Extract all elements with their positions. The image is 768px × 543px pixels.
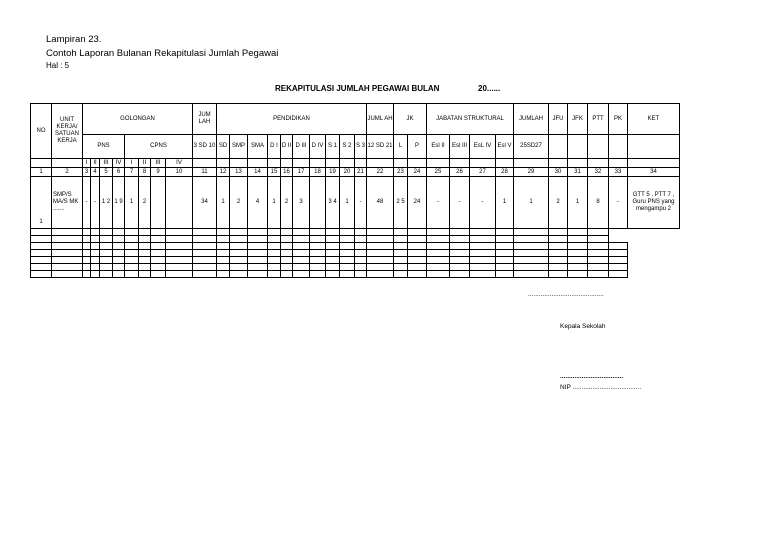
recap-table <box>30 103 680 278</box>
column-number: 11 <box>193 168 217 177</box>
cell-5: 1 2 <box>100 177 113 229</box>
column-number: 29 <box>514 168 549 177</box>
report-title-year: 20...... <box>478 84 501 93</box>
col-jabatan-struktural: JABATAN STRUKTURAL <box>427 104 514 135</box>
col-pendidikan: PENDIDIKAN <box>217 104 367 135</box>
roman-cell: I <box>83 159 91 168</box>
col-s3: S 3 <box>355 135 367 159</box>
column-number: 5 <box>100 168 113 177</box>
col-esl-2: Esl II <box>427 135 450 159</box>
column-number: 8 <box>139 168 151 177</box>
roman-cell: III <box>151 159 166 168</box>
col-jk: JK <box>394 104 427 135</box>
cell-20: 1 <box>340 177 355 229</box>
cell-22: 48 <box>367 177 394 229</box>
column-number: 4 <box>91 168 100 177</box>
cell-24: 24 <box>408 177 427 229</box>
roman-cell: IV <box>113 159 125 168</box>
empty-row <box>31 250 680 257</box>
col-25-sd-27: 25SD27 <box>514 135 549 159</box>
cell-4: - <box>91 177 100 229</box>
empty-row <box>31 264 680 271</box>
column-number: 27 <box>470 168 496 177</box>
col-3-sd-10: 3 SD 10 <box>193 135 217 159</box>
col-ket: KET <box>628 104 680 135</box>
col-pns: PNS <box>83 135 125 159</box>
signer-name-line: ................................... <box>560 373 624 380</box>
empty-row <box>31 229 680 236</box>
column-number: 20 <box>340 168 355 177</box>
cell-25: - <box>427 177 450 229</box>
column-number: 30 <box>549 168 568 177</box>
col-l: L <box>394 135 408 159</box>
cell-28: 1 <box>496 177 514 229</box>
column-number: 2 <box>52 168 83 177</box>
col-esl-3: Esl III <box>450 135 470 159</box>
lampiran-label: Lampiran 23. <box>46 34 102 45</box>
col-jumlah: JUM LAH <box>193 104 217 135</box>
cell-31: 1 <box>568 177 588 229</box>
cell-ket: GTT 5 , PTT 7 , Guru PNS yang mengampu 2 <box>628 177 680 229</box>
column-number: 18 <box>310 168 326 177</box>
col-esl-4: EsL IV <box>470 135 496 159</box>
column-number: 1 <box>31 168 52 177</box>
col-jfu: JFU <box>549 104 568 135</box>
column-number: 33 <box>609 168 628 177</box>
empty-row <box>31 271 680 278</box>
col-p: P <box>408 135 427 159</box>
cell-9 <box>151 177 166 229</box>
col-d2: D II <box>281 135 293 159</box>
roman-cell: II <box>91 159 100 168</box>
column-number: 9 <box>151 168 166 177</box>
roman-cell: IV <box>166 159 193 168</box>
cell-30: 2 <box>549 177 568 229</box>
column-number: 12 <box>217 168 230 177</box>
col-smp: SMP <box>230 135 248 159</box>
col-esl-5: Esl V <box>496 135 514 159</box>
cell-18 <box>310 177 326 229</box>
cell-17: 3 <box>293 177 310 229</box>
col-d3: D III <box>293 135 310 159</box>
col-jumlah-2: JUML AH <box>367 104 394 135</box>
column-number: 6 <box>113 168 125 177</box>
cell-8: 2 <box>139 177 151 229</box>
cell-13: 2 <box>230 177 248 229</box>
header-row-2 <box>31 135 680 159</box>
column-number: 21 <box>355 168 367 177</box>
cell-21: - <box>355 177 367 229</box>
cell-29: 1 <box>514 177 549 229</box>
table-row <box>31 177 680 229</box>
column-number: 16 <box>281 168 293 177</box>
column-number: 19 <box>326 168 340 177</box>
report-subtitle: Contoh Laporan Bulanan Rekapitulasi Jumlah Pegawai <box>46 48 279 59</box>
cell-no: 1 <box>31 177 52 229</box>
cell-27: - <box>470 177 496 229</box>
col-12-sd-21: 12 SD 21 <box>367 135 394 159</box>
col-pk: PK <box>609 104 628 135</box>
column-number: 17 <box>293 168 310 177</box>
empty-row <box>31 243 680 250</box>
cell-6: 1 9 <box>113 177 125 229</box>
column-number: 25 <box>427 168 450 177</box>
col-sd: SD <box>217 135 230 159</box>
column-number: 34 <box>628 168 680 177</box>
number-row <box>31 168 680 177</box>
header-row-1 <box>31 104 680 135</box>
col-no: NO <box>31 104 52 159</box>
column-number: 15 <box>268 168 281 177</box>
column-number: 14 <box>248 168 268 177</box>
cell-7: 1 <box>125 177 139 229</box>
empty-row <box>31 257 680 264</box>
cell-15: 1 <box>268 177 281 229</box>
report-title-main: REKAPITULASI JUMLAH PEGAWAI BULAN <box>275 84 440 93</box>
column-number: 10 <box>166 168 193 177</box>
roman-row <box>31 159 680 168</box>
column-number: 13 <box>230 168 248 177</box>
cell-19: 3 4 <box>326 177 340 229</box>
cell-12: 1 <box>217 177 230 229</box>
cell-26: - <box>450 177 470 229</box>
cell-16: 2 <box>281 177 293 229</box>
roman-cell: I <box>125 159 139 168</box>
column-number: 32 <box>588 168 609 177</box>
cell-3: - <box>83 177 91 229</box>
cell-unit: SMP/S MA/S MK ....... <box>52 177 83 229</box>
col-unit-kerja: UNIT KERJA/ SATUAN KERJA <box>52 104 83 159</box>
signer-nip: NIP ...................................... <box>560 384 642 391</box>
cell-23: 2 5 <box>394 177 408 229</box>
cell-32: 8 <box>588 177 609 229</box>
empty-row <box>31 236 680 243</box>
column-number: 24 <box>408 168 427 177</box>
col-jumlah-3: JUMLAH <box>514 104 549 135</box>
cell-11: 34 <box>193 177 217 229</box>
col-golongan: GOLONGAN <box>83 104 193 135</box>
column-number: 31 <box>568 168 588 177</box>
column-number: 7 <box>125 168 139 177</box>
column-number: 28 <box>496 168 514 177</box>
col-d4: D IV <box>310 135 326 159</box>
col-sma: SMA <box>248 135 268 159</box>
col-ptt: PTT <box>588 104 609 135</box>
column-number: 3 <box>83 168 91 177</box>
place-date-line: .......................................... <box>528 291 604 298</box>
column-number: 22 <box>367 168 394 177</box>
column-number: 26 <box>450 168 470 177</box>
roman-cell: II <box>139 159 151 168</box>
cell-33: - <box>609 177 628 229</box>
signer-role: Kepala Sekolah <box>560 323 606 330</box>
col-s1: S 1 <box>326 135 340 159</box>
col-jfk: JFK <box>568 104 588 135</box>
page-number: Hal : 5 <box>46 61 70 70</box>
roman-cell: III <box>100 159 113 168</box>
column-number: 23 <box>394 168 408 177</box>
col-cpns: CPNS <box>125 135 193 159</box>
col-d1: D I <box>268 135 281 159</box>
cell-14: 4 <box>248 177 268 229</box>
cell-10 <box>166 177 193 229</box>
col-s2: S 2 <box>340 135 355 159</box>
